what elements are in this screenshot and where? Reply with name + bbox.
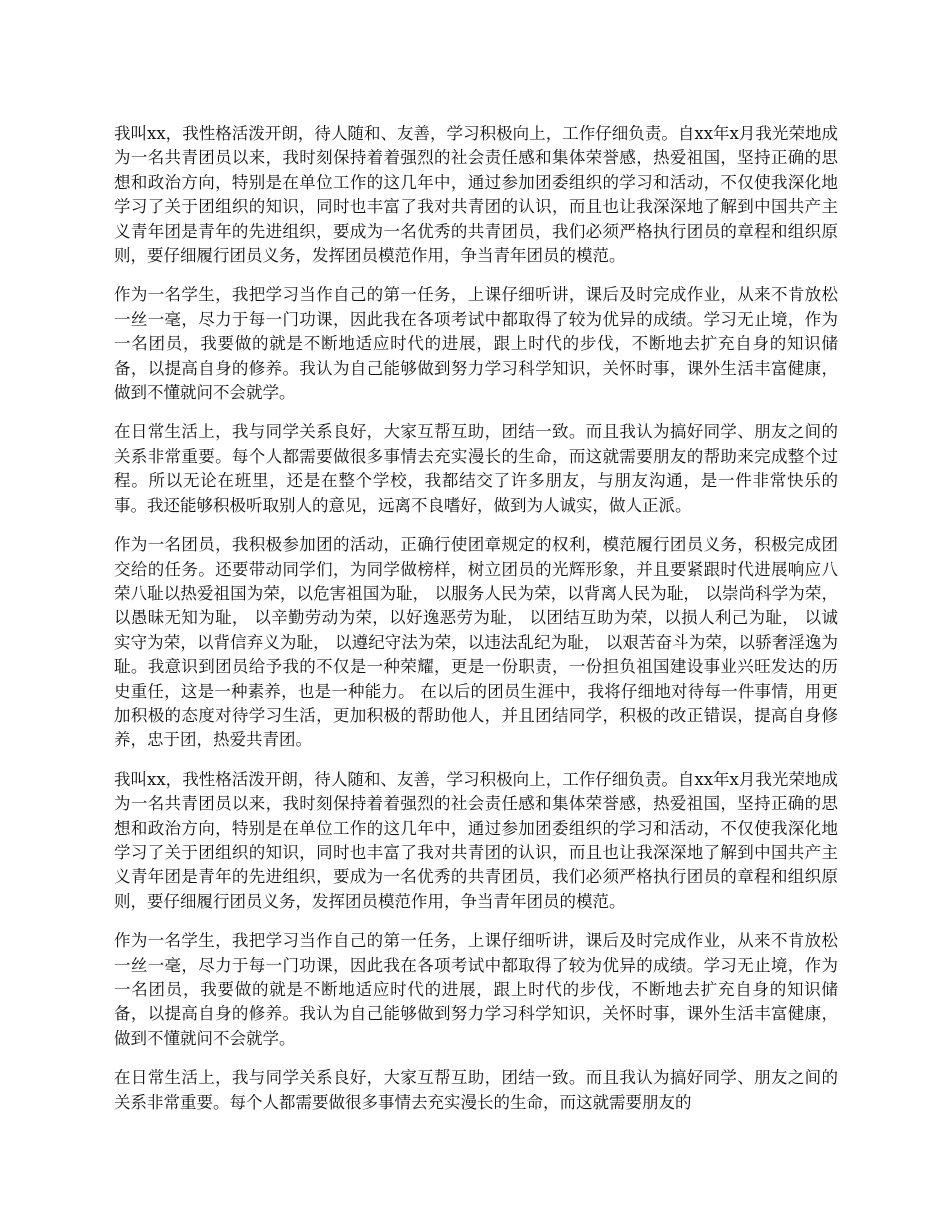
paragraph-6: 作为一名学生，我把学习当作自己的第一任务，上课仔细听讲，课后及时完成作业，从来不肯放松一丝一毫，尽力于每一门功课，因此我在各项考试中都取得了较为优异的成绩。学习无止境，作为一名团员，我要做的就是不断地适应时代的进展，跟上时代的步伐，不断地去扩充自身的知识储备，以提高自身的修养。我认为自己能够做到努力学习科学知识，关怀时事，课外生活丰富健康，做到不懂就问不会就学。 [114,931,838,1048]
paragraph-3: 在日常生活上，我与同学关系良好，大家互帮互助，团结一致。而且我认为搞好同学、朋友之间的关系非常重要。每个人都需要做很多事情去充实漫长的生命，而这就需要朋友的帮助来完成整个过程。所以无论在班里，还是在整个学校，我都结交了许多朋友，与朋友沟通，是一件非常快乐的事。我还能够积极听取别人的意见，远离不良嗜好，做到为人诚实，做人正派。 [114,422,838,515]
paragraph-5: 我叫xx，我性格活泼开朗，待人随和、友善，学习积极向上，工作仔细负责。自xx年x月我光荣地成为一名共青团员以来，我时刻保持着着强烈的社会责任感和集体荣誉感，热爱祖国，坚持正确的思想和政治方向，特别是在单位工作的这几年中，通过参加团委组织的学习和活动，不仅使我深化地学习了关于团组织的知识，同时也丰富了我对共青团的认识，而且也让我深深地了解到中国共产主义青年团是青年的先进组织，要成为一名优秀的共青团员，我们必须严格执行团员的章程和组织原则，要仔细履行团员义务，发挥团员模范作用，争当青年团员的模范。 [114,769,838,911]
paragraph-2: 作为一名学生，我把学习当作自己的第一任务，上课仔细听讲，课后及时完成作业，从来不肯放松一丝一毫，尽力于每一门功课，因此我在各项考试中都取得了较为优异的成绩。学习无止境，作为一名团员，我要做的就是不断地适应时代的进展，跟上时代的步伐，不断地去扩充自身的知识储备，以提高自身的修养。我认为自己能够做到努力学习科学知识，关怀时事，课外生活丰富健康，做到不懂就问不会就学。 [114,285,838,403]
paragraph-1: 我叫xx，我性格活泼开朗，待人随和、友善，学习积极向上，工作仔细负责。自xx年x月我光荣地成为一名共青团员以来，我时刻保持着着强烈的社会责任感和集体荣誉感，热爱祖国，坚持正确的思想和政治方向，特别是在单位工作的这几年中，通过参加团委组织的学习和活动，不仅使我深化地学习了关于团组织的知识，同时也丰富了我对共青团的认识，而且也让我深深地了解到中国共产主义青年团是青年的先进组织，要成为一名优秀的共青团员，我们必须严格执行团员的章程和组织原则，要仔细履行团员义务，发挥团员模范作用，争当青年团员的模范。 [114,124,838,266]
document-body [114,122,838,1130]
paragraph-7: 在日常生活上，我与同学关系良好，大家互帮互助，团结一致。而且我认为搞好同学、朋友之间的关系非常重要。每个人都需要做很多事情去充实漫长的生命，而这就需要朋友的 [114,1068,838,1112]
paragraph-4: 作为一名团员，我积极参加团的活动，正确行使团章规定的权利，模范履行团员义务，积极完成团交给的任务。还要带动同学们，为同学做榜样，树立团员的光辉形象，并且要紧跟时代进展响应八荣八耻以热爱祖国为荣，以危害祖国为耻， 以服务人民为荣，以背离人民为耻， 以崇尚科学为荣，以愚昧无知为耻， 以辛勤劳动为荣，以好逸恶劳为耻， 以团结互助为荣，以损人利己为耻， 以诚实守为荣，以背信弃义为耻， 以遵纪守法为荣，以违法乱纪为耻， 以艰苦奋斗为荣，以骄奢淫逸为耻。我意识到团员给予我的不仅是一种荣耀，更是一份职责，一份担负祖国建设事业兴旺发达的历史重任，这是一种素养，也是一种能力。 在以后的团员生涯中，我将仔细地对待每一件事情，用更加积极的态度对待学习生活，更加积极的帮助他人，并且团结同学，积极的改正错误，提高自身修养，忠于团，热爱共青团。 [114,535,838,750]
